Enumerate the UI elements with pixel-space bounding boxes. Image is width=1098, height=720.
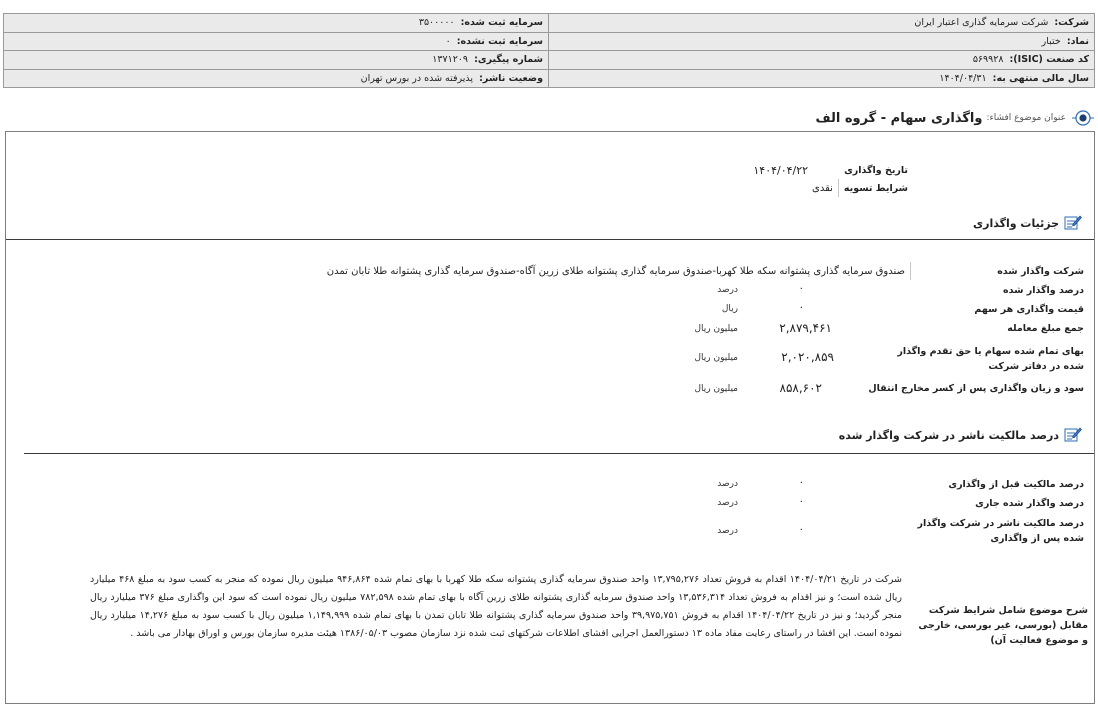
edit-note-icon: [1064, 214, 1082, 233]
symbol-cell: [549, 32, 1095, 51]
subject-label: عنوان موضوع افشاء:: [986, 113, 1066, 123]
profit-unit: میلیون ریال: [694, 384, 738, 394]
ownership-section-title: درصد مالکیت ناشر در شرکت واگذار شده: [838, 429, 1059, 442]
isic-value: ۵۶۹۹۲۸: [972, 54, 1004, 66]
company-value: شرکت سرمایه گذاری اعتبار ایران: [914, 17, 1049, 29]
ownership-section-header: [839, 426, 1082, 445]
tracking-label: شماره پیگیری:: [474, 54, 543, 66]
total-value: ۲,۸۷۹,۴۶۱: [779, 321, 832, 335]
transferred-company-value: صندوق سرمایه گذاری پشتوانه سکه طلا کهربا-صندوق سرمایه گذاری پشتوانه طلای زرین آگاه-صندوق سرمایه گذاری پشتوانه طلا تابان تمدن: [326, 265, 905, 277]
percent-row: [916, 281, 1084, 299]
company-label: شرکت:: [1054, 17, 1089, 29]
details-section-title: جزئیات واگذاری: [973, 217, 1059, 230]
company-cell: [549, 14, 1095, 33]
status-value: پذیرفته شده در بورس تهران: [360, 72, 474, 84]
symbol-label: نماد:: [1066, 35, 1089, 47]
ownership-divider: [24, 453, 1094, 454]
total-row: [916, 319, 1084, 337]
book-value-value: ۲,۰۲۰,۸۵۹: [781, 350, 834, 364]
fiscal-value: ۱۴۰۴/۰۴/۳۱: [939, 72, 987, 84]
price-label: قیمت واگذاری هر سهم: [974, 303, 1084, 315]
transfer-date-value: ۱۴۰۴/۰۴/۲۲: [753, 163, 809, 177]
ownership-after-value: ۰: [798, 524, 804, 535]
ownership-current-value: ۰: [798, 496, 804, 507]
total-unit: میلیون ریال: [694, 324, 738, 334]
capital-unregistered-value: ۰: [445, 35, 451, 47]
status-label: وضعیت ناشر:: [479, 72, 543, 84]
isic-label: کد صنعت (ISIC):: [1009, 54, 1089, 66]
book-value-unit: میلیون ریال: [694, 353, 738, 363]
details-divider: [6, 239, 1094, 240]
subject-title: واگذاری سهام - گروه الف: [815, 110, 983, 126]
edit-note-icon: [1064, 426, 1082, 445]
ownership-before-label: درصد مالکیت قبل از واگذاری: [948, 478, 1084, 490]
ownership-after-unit: درصد: [717, 526, 738, 536]
fiscal-cell: [549, 69, 1095, 88]
header-row: [4, 51, 1095, 70]
ownership-current-unit: درصد: [717, 498, 738, 508]
percent-value: ۰: [798, 283, 804, 294]
capital-registered-label: سرمایه ثبت شده:: [460, 17, 543, 29]
capital-unregistered-cell: [4, 32, 549, 51]
transferred-company-label: شرکت واگذار شده: [997, 265, 1084, 277]
description-label: شرح موضوع شامل شرایط شرکت مقابل (بورسی، غیر بورسی، خارجی و موضوع فعالیت آن): [918, 605, 1088, 646]
book-value-label: بهای تمام شده سهام یا حق تقدم واگذار شده در دفاتر شرکت: [897, 346, 1084, 372]
ownership-current-row: [975, 494, 1084, 512]
profit-value: ۸۵۸,۶۰۲: [779, 381, 822, 395]
symbol-value: ختبار: [1041, 35, 1061, 47]
ownership-before-value: ۰: [798, 477, 804, 488]
settlement-row: [812, 179, 908, 197]
profit-row: [868, 379, 1084, 397]
header-row: [4, 14, 1095, 33]
settlement-value: نقدی: [812, 182, 833, 194]
status-cell: [4, 69, 549, 88]
price-unit: ریال: [721, 304, 738, 314]
details-section-header: [973, 214, 1082, 233]
fiscal-label: سال مالی منتهی به:: [992, 72, 1089, 84]
ownership-after-label: درصد مالکیت ناشر در شرکت واگذار شده پس از واگذاری: [917, 518, 1084, 544]
ownership-before-row: [948, 475, 1084, 493]
profit-label: سود و زیان واگذاری پس از کسر مخارج انتقال: [868, 382, 1084, 394]
ownership-current-label: درصد واگذار شده جاری: [975, 497, 1084, 509]
price-value: ۰: [798, 302, 804, 313]
isic-cell: [549, 51, 1095, 70]
header-row: [4, 69, 1095, 88]
settlement-label: شرایط تسویه: [843, 182, 908, 194]
tracking-cell: [4, 51, 549, 70]
percent-label: درصد واگذار شده: [1003, 284, 1084, 296]
price-row: [916, 300, 1084, 318]
description-text: شرکت در تاریخ ۱۴۰۴/۰۴/۲۱ اقدام به فروش تعداد ۱۳,۷۹۵,۲۷۶ واحد صندوق سرمایه گذاری پشتوانه سکه طلا کهربا با بهای تمام شده ۹۴۶,۸۶۴ میلیون ریال نموده که منجر به کسب سود به مبلغ ۴۶۸ میلیارد ریال شده است؛ و نیز اقدام به فروش تعداد ۱۳,۵۳۶,۳۱۴ واحد صندوق سرمایه گذاری پشتوانه طلای زرین آگاه با بهای تمام شده ۷۸۲,۵۹۸ میلیون ریال نموده است که سود این واگذاری مبلغ ۳۷۶ میلیارد ریال منجر گردید؛ و نیز در تاریخ ۱۴۰۴/۰۴/۲۲ اقدام به فروش ۳۹,۹۷۵,۷۵۱ واحد صندوق سرمایه گذاری پشتوانه طلا تابان تمدن با بهای تمام شده ۱,۱۴۹,۹۹۹ میلیون ریال با کسب سود به مبلغ ۱۴,۲۷۶ میلیارد ریال نموده است. این افشا در راستای رعایت مفاد ماده ۱۳ دستورالعمل اجرایی افشای اطلاعات شرکتهای ثبت شده نزد سازمان مصوب ۱۳۸۶/۰۵/۰۳ هیئت مدیره سازمان بورس و اوراق بهادار می باشد .: [90, 574, 903, 639]
percent-unit: درصد: [717, 285, 738, 295]
radio-target-icon: [1072, 109, 1094, 127]
transferred-company-row: [327, 262, 1084, 280]
tracking-value: ۱۳۷۱۲۰۹: [432, 54, 469, 66]
header-row: [4, 32, 1095, 51]
company-info-table: [3, 13, 1095, 88]
subject-line: [815, 108, 1094, 128]
capital-registered-cell: [4, 14, 549, 33]
transfer-date-row: [753, 161, 908, 179]
ownership-before-unit: درصد: [717, 479, 738, 489]
transfer-date-label: تاریخ واگذاری: [844, 164, 908, 176]
total-label: جمع مبلغ معامله: [1007, 322, 1084, 334]
capital-unregistered-label: سرمایه ثبت نشده:: [456, 35, 543, 47]
capital-registered-value: ۳۵۰۰۰۰۰: [418, 17, 455, 29]
